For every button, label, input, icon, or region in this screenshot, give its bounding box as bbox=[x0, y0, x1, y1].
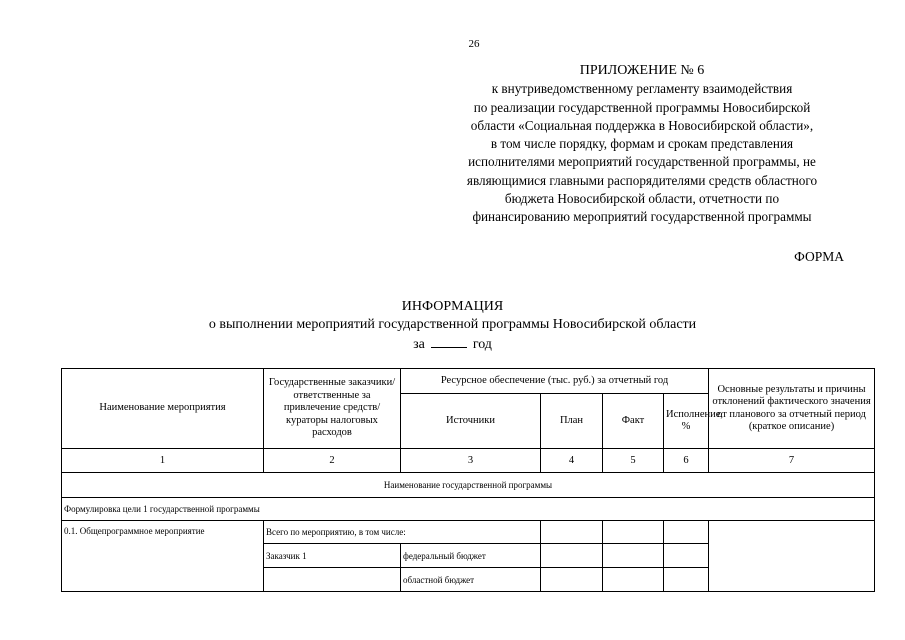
appendix-heading: ПРИЛОЖЕНИЕ № 6 bbox=[579, 63, 705, 78]
appendix-line: финансированию мероприятий государственной программы bbox=[472, 209, 812, 225]
year-blank-field bbox=[431, 334, 467, 348]
appendix-block bbox=[436, 62, 848, 227]
page-number: 26 bbox=[468, 38, 480, 50]
appendix-line: являющимися главными распорядителями средств областного bbox=[466, 172, 818, 188]
source-cell: областной бюджет bbox=[401, 568, 541, 592]
goal-row: Формулировка цели 1 государственной программы bbox=[62, 498, 875, 521]
appendix-line: к внутриведомственному регламенту взаимодействия bbox=[491, 81, 793, 97]
results-cell bbox=[709, 521, 875, 592]
activity-name-cell: 0.1. Общепрограммное мероприятие bbox=[62, 521, 264, 592]
appendix-line: по реализации государственной программы Новосибирской bbox=[473, 99, 811, 115]
total-row-label: Всего по мероприятию, в том числе: bbox=[264, 521, 541, 544]
title-year-suffix: год bbox=[472, 337, 492, 352]
header-activity-name: Наименование мероприятия bbox=[62, 369, 264, 449]
appendix-line: области «Социальная поддержка в Новосибирской области», bbox=[470, 117, 814, 133]
column-number: 2 bbox=[264, 449, 401, 473]
header-sources: Источники bbox=[401, 394, 541, 449]
form-label: ФОРМА bbox=[794, 249, 844, 264]
header-fact: Факт bbox=[603, 394, 664, 449]
execution-cell bbox=[664, 568, 709, 592]
header-plan: План bbox=[541, 394, 603, 449]
fact-cell bbox=[603, 544, 664, 568]
column-number: 1 bbox=[62, 449, 264, 473]
title-line-1: ИНФОРМАЦИЯ bbox=[401, 299, 504, 314]
column-number: 4 bbox=[541, 449, 603, 473]
appendix-line: исполнителями мероприятий государственной программы, не bbox=[468, 154, 816, 170]
report-table bbox=[61, 368, 875, 592]
appendix-line: в том числе порядку, формам и срокам представления bbox=[490, 136, 794, 152]
source-cell: федеральный бюджет bbox=[401, 544, 541, 568]
column-number: 3 bbox=[401, 449, 541, 473]
plan-cell bbox=[541, 568, 603, 592]
execution-cell bbox=[664, 544, 709, 568]
execution-cell bbox=[664, 521, 709, 544]
plan-cell bbox=[541, 521, 603, 544]
column-number: 6 bbox=[664, 449, 709, 473]
document-title bbox=[0, 298, 905, 354]
title-line-2: о выполнении мероприятий государственной программы Новосибирской области bbox=[208, 317, 697, 332]
program-name-row: Наименование государственной программы bbox=[62, 473, 875, 498]
fact-cell bbox=[603, 568, 664, 592]
header-execution: Исполнение, % bbox=[664, 394, 709, 449]
header-customers: Государственные заказчики/ответственные за привлечение средств/кураторы налоговых расходов bbox=[264, 369, 401, 449]
customer-cell bbox=[264, 568, 401, 592]
appendix-line: бюджета Новосибирской области, отчетности по bbox=[504, 191, 780, 207]
title-line-3 bbox=[0, 334, 905, 354]
header-results: Основные результаты и причины отклонений фактического значения от планового за отчетный период (краткое описание) bbox=[709, 369, 875, 449]
column-number: 5 bbox=[603, 449, 664, 473]
plan-cell bbox=[541, 544, 603, 568]
customer-cell: Заказчик 1 bbox=[264, 544, 401, 568]
fact-cell bbox=[603, 521, 664, 544]
column-number: 7 bbox=[709, 449, 875, 473]
title-year-prefix: за bbox=[413, 337, 425, 352]
header-resource-group: Ресурсное обеспечение (тыс. руб.) за отчетный год bbox=[401, 369, 709, 394]
